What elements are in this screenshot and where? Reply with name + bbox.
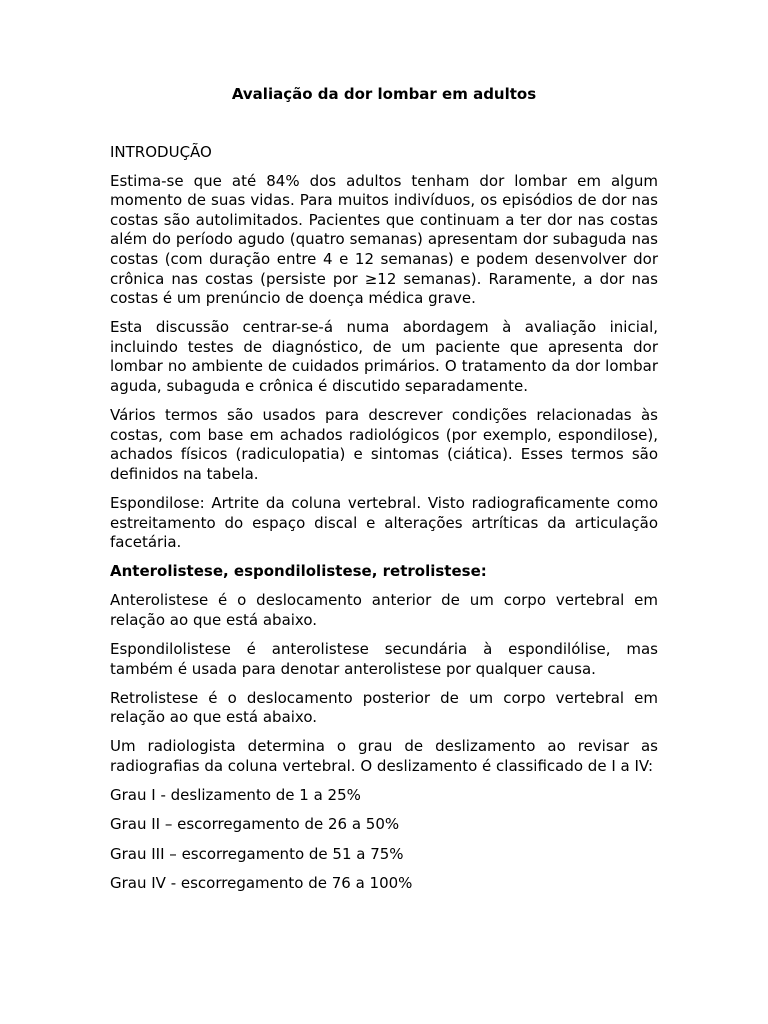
grade-item: Grau II – escorregamento de 26 a 50% <box>110 815 400 834</box>
paragraph-terms: Vários termos são usados para descrever condições relacionadas às costas, com base em achados radiológicos (por exemplo, espondilose), achados físicos (radiculopatia) e sintomas (ciática). Esses termos são definidos na tabela. <box>110 406 658 483</box>
paragraph-prevalence: Estima-se que até 84% dos adultos tenham dor lombar em algum momento de suas vidas. Para muitos indivíduos, os episódios de dor nas costas são autolimitados. Pacientes que continuam a ter dor nas costas além do período agudo (quatro semanas) apresentam dor subaguda nas costas (com duração entre 4 e 12 semanas) e podem desenvolver dor crônica nas costas (persiste por ≥12 semanas). Raramente, a dor nas costas é um prenúncio de doença médica grave. <box>110 171 658 308</box>
subheading-listhesis: Anterolistese, espondilolistese, retrolistese: <box>110 562 487 581</box>
grade-item: Grau I - deslizamento de 1 a 25% <box>110 786 361 805</box>
document-title: Avaliação da dor lombar em adultos <box>231 85 537 103</box>
paragraph-retrolisthesis: Retrolistese é o deslocamento posterior de um corpo vertebral em relação ao que está abaixo. <box>110 688 658 727</box>
paragraph-anterolisthesis: Anterolistese é o deslocamento anterior de um corpo vertebral em relação ao que está abaixo. <box>110 591 658 629</box>
paragraph-spondylolisthesis: Espondilolistese é anterolistese secundária à espondilólise, mas também é usada para denotar anterolistese por qualquer causa. <box>110 640 658 678</box>
section-heading-introduction: INTRODUÇÃO <box>110 143 212 161</box>
document-body <box>110 143 658 903</box>
grade-item: Grau IV - escorregamento de 76 a 100% <box>110 873 413 892</box>
paragraph-grading: Um radiologista determina o grau de deslizamento ao revisar as radiografias da coluna vertebral. O deslizamento é classificado de I a IV: <box>110 737 658 776</box>
grade-item: Grau III – escorregamento de 51 a 75% <box>110 844 404 863</box>
paragraph-spondylosis: Espondilose: Artrite da coluna vertebral. Visto radiograficamente como estreitamento do espaço discal e alterações artríticas da articulação facetária. <box>110 494 658 552</box>
paragraph-discussion-scope: Esta discussão centrar-se-á numa abordagem à avaliação inicial, incluindo testes de diagnóstico, de um paciente que apresenta dor lombar no ambiente de cuidados primários. O tratamento da dor lombar aguda, subaguda e crônica é discutido separadamente. <box>110 318 658 396</box>
